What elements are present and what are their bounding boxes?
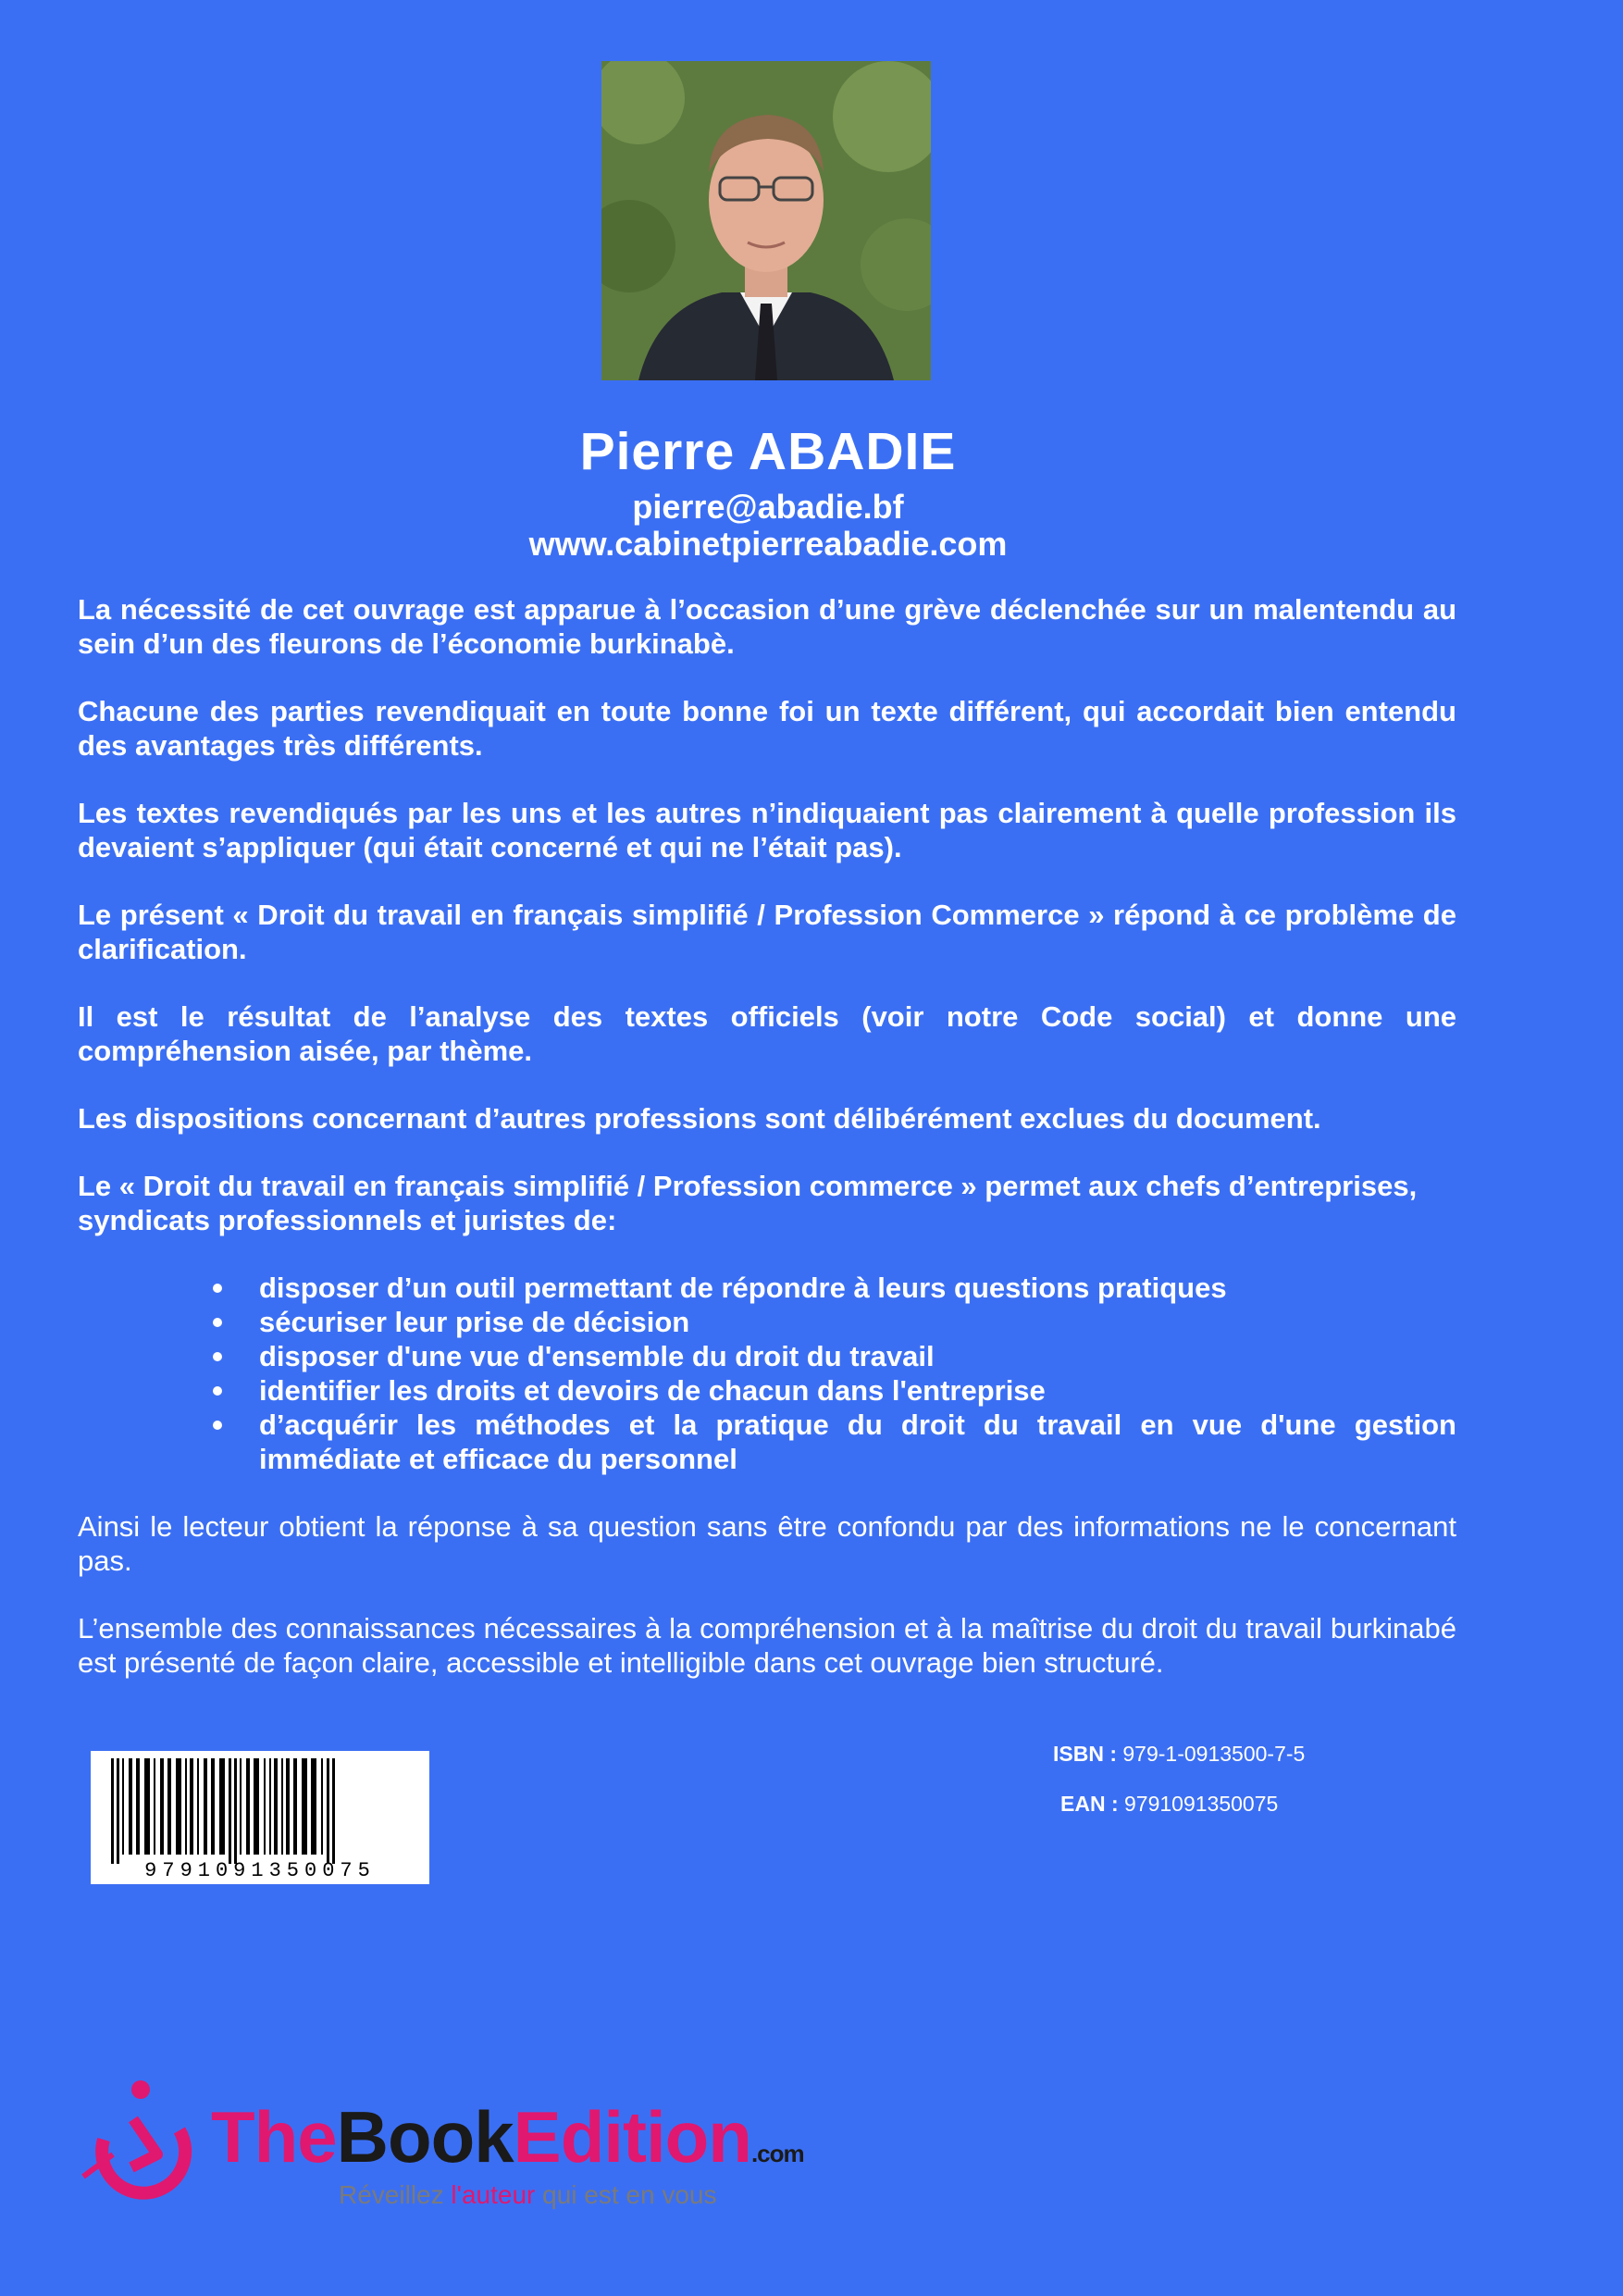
barcode-bar — [302, 1758, 307, 1855]
barcode-bar — [190, 1758, 193, 1855]
barcode-bar — [332, 1758, 335, 1864]
paragraph: Ainsi le lecteur obtient la réponse à sa question sans être confondu par des informations ne le concernant pas. — [78, 1510, 1456, 1577]
barcode-bar — [176, 1758, 181, 1855]
author-name: Pierre ABADIE — [579, 422, 957, 481]
author-photo — [601, 61, 931, 380]
barcode-bar — [111, 1758, 114, 1864]
bullet-icon — [213, 1421, 222, 1430]
barcode-bar — [293, 1758, 297, 1855]
barcode-bar — [167, 1758, 171, 1855]
barcode-bar — [311, 1758, 316, 1855]
barcode-digits: 9791091350075 — [144, 1859, 376, 1882]
barcode-bar — [211, 1758, 215, 1855]
barcode-bar — [269, 1758, 271, 1855]
barcode-bar — [160, 1758, 164, 1855]
barcode — [91, 1751, 429, 1884]
ean — [1060, 1792, 1278, 1817]
barcode-bar — [286, 1758, 290, 1855]
barcode-bar — [274, 1758, 278, 1855]
publisher-logo — [76, 2075, 816, 2223]
author-website: www.cabinetpierreabadie.com — [528, 525, 1008, 563]
paragraph: Chacune des parties revendiquait en toute bonne foi un texte différent, qui accordait bien entendu des avantages très différents. — [78, 695, 1456, 762]
barcode-bar — [154, 1758, 155, 1855]
bullet-icon — [213, 1352, 222, 1361]
back-cover-text — [78, 592, 1456, 1713]
publisher-tagline: Réveillez l'auteur qui est en vous — [339, 2180, 717, 2209]
list-item: identifier les droits et devoirs de chacun dans l'entreprise — [213, 1373, 1456, 1408]
paragraph: Le présent « Droit du travail en français simplifié / Profession Commerce » répond à ce problème de clarification. — [78, 899, 1456, 965]
publisher-wordmark: TheBookEdition.com — [211, 2096, 804, 2178]
author-email: pierre@abadie.bf — [632, 488, 904, 526]
barcode-bar — [240, 1758, 242, 1855]
isbn — [1053, 1742, 1305, 1767]
benefits-list — [78, 1271, 1456, 1476]
ean-label: EAN : — [1060, 1792, 1119, 1816]
paragraph: L’ensemble des connaissances nécessaires à la compréhension et à la maîtrise du droit du travail burkinabé est présenté de façon claire, accessible et intelligible dans cet ouvrage bien structuré. — [78, 1612, 1456, 1679]
paragraph: Il est le résultat de l’analyse des textes officiels (voir notre Code social) et donne une compréhension aisée, par thème. — [78, 1000, 1456, 1067]
barcode-bar — [144, 1758, 150, 1855]
bullet-icon — [213, 1318, 222, 1327]
isbn-label: ISBN : — [1053, 1742, 1117, 1766]
barcode-bar — [197, 1758, 199, 1855]
barcode-bar — [246, 1758, 250, 1855]
barcode-bar — [327, 1758, 329, 1864]
barcode-bar — [136, 1758, 140, 1855]
barcode-bar — [281, 1758, 283, 1855]
barcode-bar — [254, 1758, 259, 1855]
barcode-bar — [264, 1758, 266, 1855]
list-item: disposer d'une vue d'ensemble du droit du travail — [213, 1339, 1456, 1373]
paragraph: Le « Droit du travail en français simplifié / Profession commerce » permet aux chefs d’entreprises, syndicats professionnels et juristes de: — [78, 1170, 1418, 1236]
barcode-bar — [129, 1758, 132, 1855]
barcode-bar — [321, 1758, 323, 1855]
paragraph: Les dispositions concernant d’autres professions sont délibérément exclues du document. — [78, 1102, 1321, 1135]
barcode-bar — [229, 1758, 231, 1864]
paragraph: Les textes revendiqués par les uns et les autres n’indiquaient pas clairement à quelle profession ils devaient s’appliquer (qui était concerné et qui ne l’était pas). — [78, 797, 1456, 863]
list-item: disposer d’un outil permettant de répondre à leurs questions pratiques — [213, 1271, 1456, 1305]
ean-value: 9791091350075 — [1124, 1792, 1279, 1816]
paragraph: La nécessité de cet ouvrage est apparue à l’occasion d’une grève déclenchée sur un malentendu au sein d’un des fleurons de l’économie burkinabè. — [78, 593, 1456, 660]
publisher-logo-icon — [76, 2075, 205, 2214]
bullet-icon — [213, 1386, 222, 1396]
barcode-bar — [117, 1758, 119, 1864]
barcode-bar — [219, 1758, 225, 1855]
bullet-icon — [213, 1284, 222, 1293]
barcode-bar — [122, 1758, 124, 1855]
barcode-bar — [234, 1758, 237, 1864]
list-item: sécuriser leur prise de décision — [213, 1305, 1456, 1339]
list-item: d’acquérir les méthodes et la pratique du droit du travail en vue d'une gestion immédiate et efficace du personnel — [213, 1408, 1456, 1476]
barcode-bar — [204, 1758, 207, 1855]
barcode-bar — [185, 1758, 187, 1855]
isbn-value: 979-1-0913500-7-5 — [1122, 1742, 1306, 1766]
